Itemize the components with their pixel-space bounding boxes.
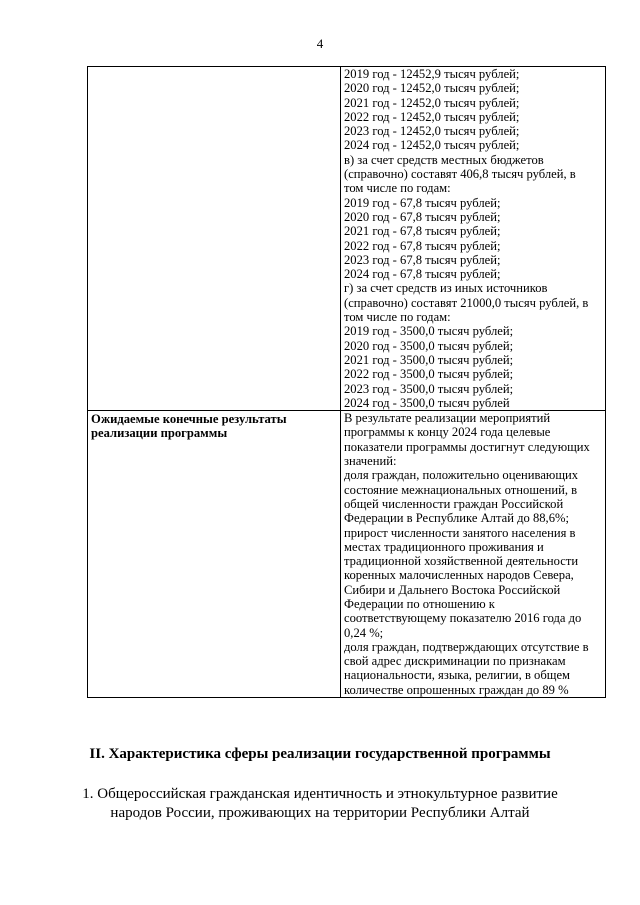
funding-line: 2023 год - 3500,0 тысяч рублей; bbox=[344, 381, 514, 396]
funding-line: 2021 год - 12452,0 тысяч рублей; bbox=[344, 95, 520, 110]
funding-line: 2021 год - 3500,0 тысяч рублей; bbox=[344, 352, 514, 367]
funding-line: 2024 год - 3500,0 тысяч рублей bbox=[344, 395, 510, 410]
program-passport-table bbox=[87, 66, 606, 698]
page-number: 4 bbox=[316, 36, 324, 51]
results-line: местах традиционного проживания и bbox=[344, 539, 544, 554]
funding-row bbox=[88, 67, 606, 411]
expected-results-row bbox=[88, 411, 606, 698]
subsection-heading-line: народов России, проживающих на территории Республики Алтай bbox=[110, 805, 530, 821]
results-line: значений: bbox=[344, 454, 397, 469]
funding-row-label-cell bbox=[88, 67, 341, 411]
results-line: состояние межнациональных отношений, в bbox=[344, 482, 578, 497]
subsection-heading-line: 1. Общероссийская гражданская идентичность и этнокультурное развитие bbox=[82, 786, 558, 802]
expected-results-label-line: Ожидаемые конечные результаты bbox=[91, 412, 287, 427]
funding-line: том числе по годам: bbox=[344, 181, 451, 196]
expected-results-label-line: реализации программы bbox=[91, 426, 228, 441]
results-line: программы к концу 2024 года целевые bbox=[344, 425, 551, 440]
funding-line: 2020 год - 3500,0 тысяч рублей; bbox=[344, 338, 514, 353]
results-line: национальности, языка, религии, в общем bbox=[344, 668, 571, 683]
results-line: 0,24 %; bbox=[344, 625, 384, 640]
results-line: коренных малочисленных народов Севера, bbox=[344, 568, 574, 583]
results-line: свой адрес дискриминации по признакам bbox=[344, 654, 566, 669]
funding-line: 2019 год - 3500,0 тысяч рублей; bbox=[344, 324, 514, 339]
subsection-heading bbox=[0, 785, 640, 823]
funding-line: 2022 год - 12452,0 тысяч рублей; bbox=[344, 109, 520, 124]
expected-results-label-cell bbox=[88, 411, 341, 698]
funding-line: 2022 год - 3500,0 тысяч рублей; bbox=[344, 367, 514, 382]
funding-line: 2024 год - 67,8 тысяч рублей; bbox=[344, 267, 501, 282]
results-line: прирост численности занятого населения в bbox=[344, 525, 576, 540]
results-line: количестве опрошенных граждан до 89 % bbox=[344, 682, 569, 697]
results-line: Федерации по отношению к bbox=[344, 596, 495, 611]
results-line: общей численности граждан Российской bbox=[344, 496, 564, 511]
results-line: Федерации в Республике Алтай до 88,6%; bbox=[344, 511, 569, 526]
expected-results-details-cell bbox=[341, 411, 606, 698]
results-line: доля граждан, положительно оценивающих bbox=[344, 468, 579, 483]
funding-line: 2024 год - 12452,0 тысяч рублей; bbox=[344, 138, 520, 153]
funding-line: (справочно) составят 406,8 тысяч рублей, в bbox=[344, 167, 576, 182]
funding-line: 2023 год - 12452,0 тысяч рублей; bbox=[344, 124, 520, 139]
results-line: традиционной хозяйственной деятельности bbox=[344, 554, 579, 569]
funding-line: 2021 год - 67,8 тысяч рублей; bbox=[344, 224, 501, 239]
funding-line: 2020 год - 12452,0 тысяч рублей; bbox=[344, 81, 520, 96]
funding-line: том числе по годам: bbox=[344, 310, 451, 325]
expected-results-label bbox=[91, 411, 338, 441]
funding-line: 2023 год - 67,8 тысяч рублей; bbox=[344, 252, 501, 267]
results-line: показатели программы достигнут следующих bbox=[344, 439, 590, 454]
funding-line: г) за счет средств из иных источников bbox=[344, 281, 548, 296]
funding-line: 2022 год - 67,8 тысяч рублей; bbox=[344, 238, 501, 253]
section-heading: II. Характеристика сферы реализации государственной программы bbox=[89, 746, 551, 762]
results-line: Сибири и Дальнего Востока Российской bbox=[344, 582, 561, 597]
results-line: соответствующему показателю 2016 года до bbox=[344, 611, 582, 626]
funding-line: 2019 год - 12452,9 тысяч рублей; bbox=[344, 67, 520, 81]
funding-line: в) за счет средств местных бюджетов bbox=[344, 152, 544, 167]
results-line: доля граждан, подтверждающих отсутствие в bbox=[344, 639, 589, 654]
funding-details-cell bbox=[341, 67, 606, 411]
funding-line: (справочно) составят 21000,0 тысяч рублей, в bbox=[344, 295, 589, 310]
results-line: В результате реализации мероприятий bbox=[344, 411, 551, 426]
funding-line: 2020 год - 67,8 тысяч рублей; bbox=[344, 209, 501, 224]
funding-line: 2019 год - 67,8 тысяч рублей; bbox=[344, 195, 501, 210]
